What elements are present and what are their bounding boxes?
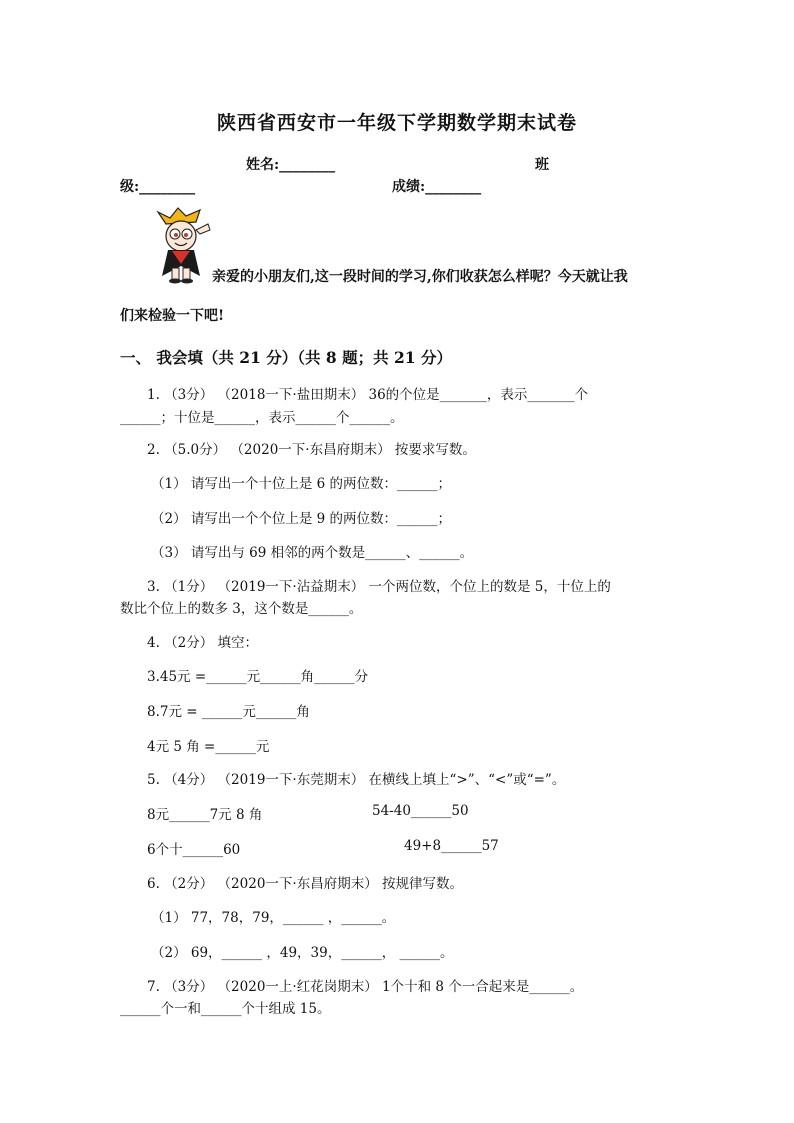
- question-6-stem: 6. （2分） （2020一下·东昌府期末） 按规律写数。: [147, 876, 463, 892]
- question-5-item3: 6个十______60: [147, 842, 241, 858]
- page-title: 陕西省西安市一年级下学期数学期末试卷: [216, 112, 577, 134]
- section-heading: 一、 我会填（共 21 分）（共 8 题；共 21 分）: [120, 348, 452, 367]
- question-6-sub1: （1） 77，78，79，______ ，______。: [151, 910, 396, 926]
- question-5-item2: 54-40______50: [372, 803, 469, 819]
- question-7-line2: ______个一和______个十组成 15。: [120, 1001, 331, 1017]
- question-4-stem: 4. （2分） 填空：: [147, 635, 259, 651]
- question-3-line2: 数比个位上的数多 3，这个数是______。: [120, 601, 363, 617]
- question-3-line1: 3. （1分） （2019一下·沾益期末） 一个两位数，个位上的数是 5，十位上的: [147, 579, 611, 595]
- class-field-label: 级:________: [120, 179, 196, 195]
- question-7-line1: 7. （3分） （2020一上·红花岗期末） 1个十和 8 个一合起来是______。: [147, 979, 584, 995]
- question-1-line1: 1. （3分） （2018一下·盐田期末） 36的个位是_______，表示_______个: [147, 387, 589, 403]
- question-6-sub2: （2） 69，______ ，49，39，______， ______。: [151, 945, 454, 961]
- mascot-image: [148, 206, 214, 284]
- question-4-row2: 8.7元 = ______元______角: [147, 704, 310, 720]
- question-5-stem: 5. （4分） （2019一下·东莞期末） 在横线上填上“>”、“<”或“=”。: [147, 772, 566, 788]
- intro-text-line2: 们来检验一下吧!: [120, 308, 225, 324]
- question-1-line2: ______；十位是______，表示______个______。: [120, 410, 404, 426]
- question-4-row1: 3.45元 =______元______角______分: [147, 669, 369, 685]
- question-2-stem: 2. （5.0分） （2020一下·东昌府期末） 按要求写数。: [147, 442, 476, 458]
- question-2-sub2: （2） 请写出一个个位上是 9 的两位数：______；: [151, 511, 452, 527]
- name-field-label: 姓名:________: [246, 157, 336, 173]
- score-field-label: 成绩:________: [392, 179, 482, 195]
- class-label-part1: 班: [535, 157, 549, 173]
- question-5-item4: 49+8______57: [404, 838, 499, 854]
- question-2-sub1: （1） 请写出一个十位上是 6 的两位数：______；: [151, 476, 452, 492]
- intro-text-line1: 亲爱的小朋友们,这一段时间的学习,你们收获怎么样呢？今天就让我: [212, 269, 628, 285]
- question-4-row3: 4元 5 角 =______元: [147, 739, 270, 755]
- question-2-sub3: （3） 请写出与 69 相邻的两个数是______、______。: [151, 545, 474, 561]
- question-5-item1: 8元______7元 8 角: [147, 807, 263, 823]
